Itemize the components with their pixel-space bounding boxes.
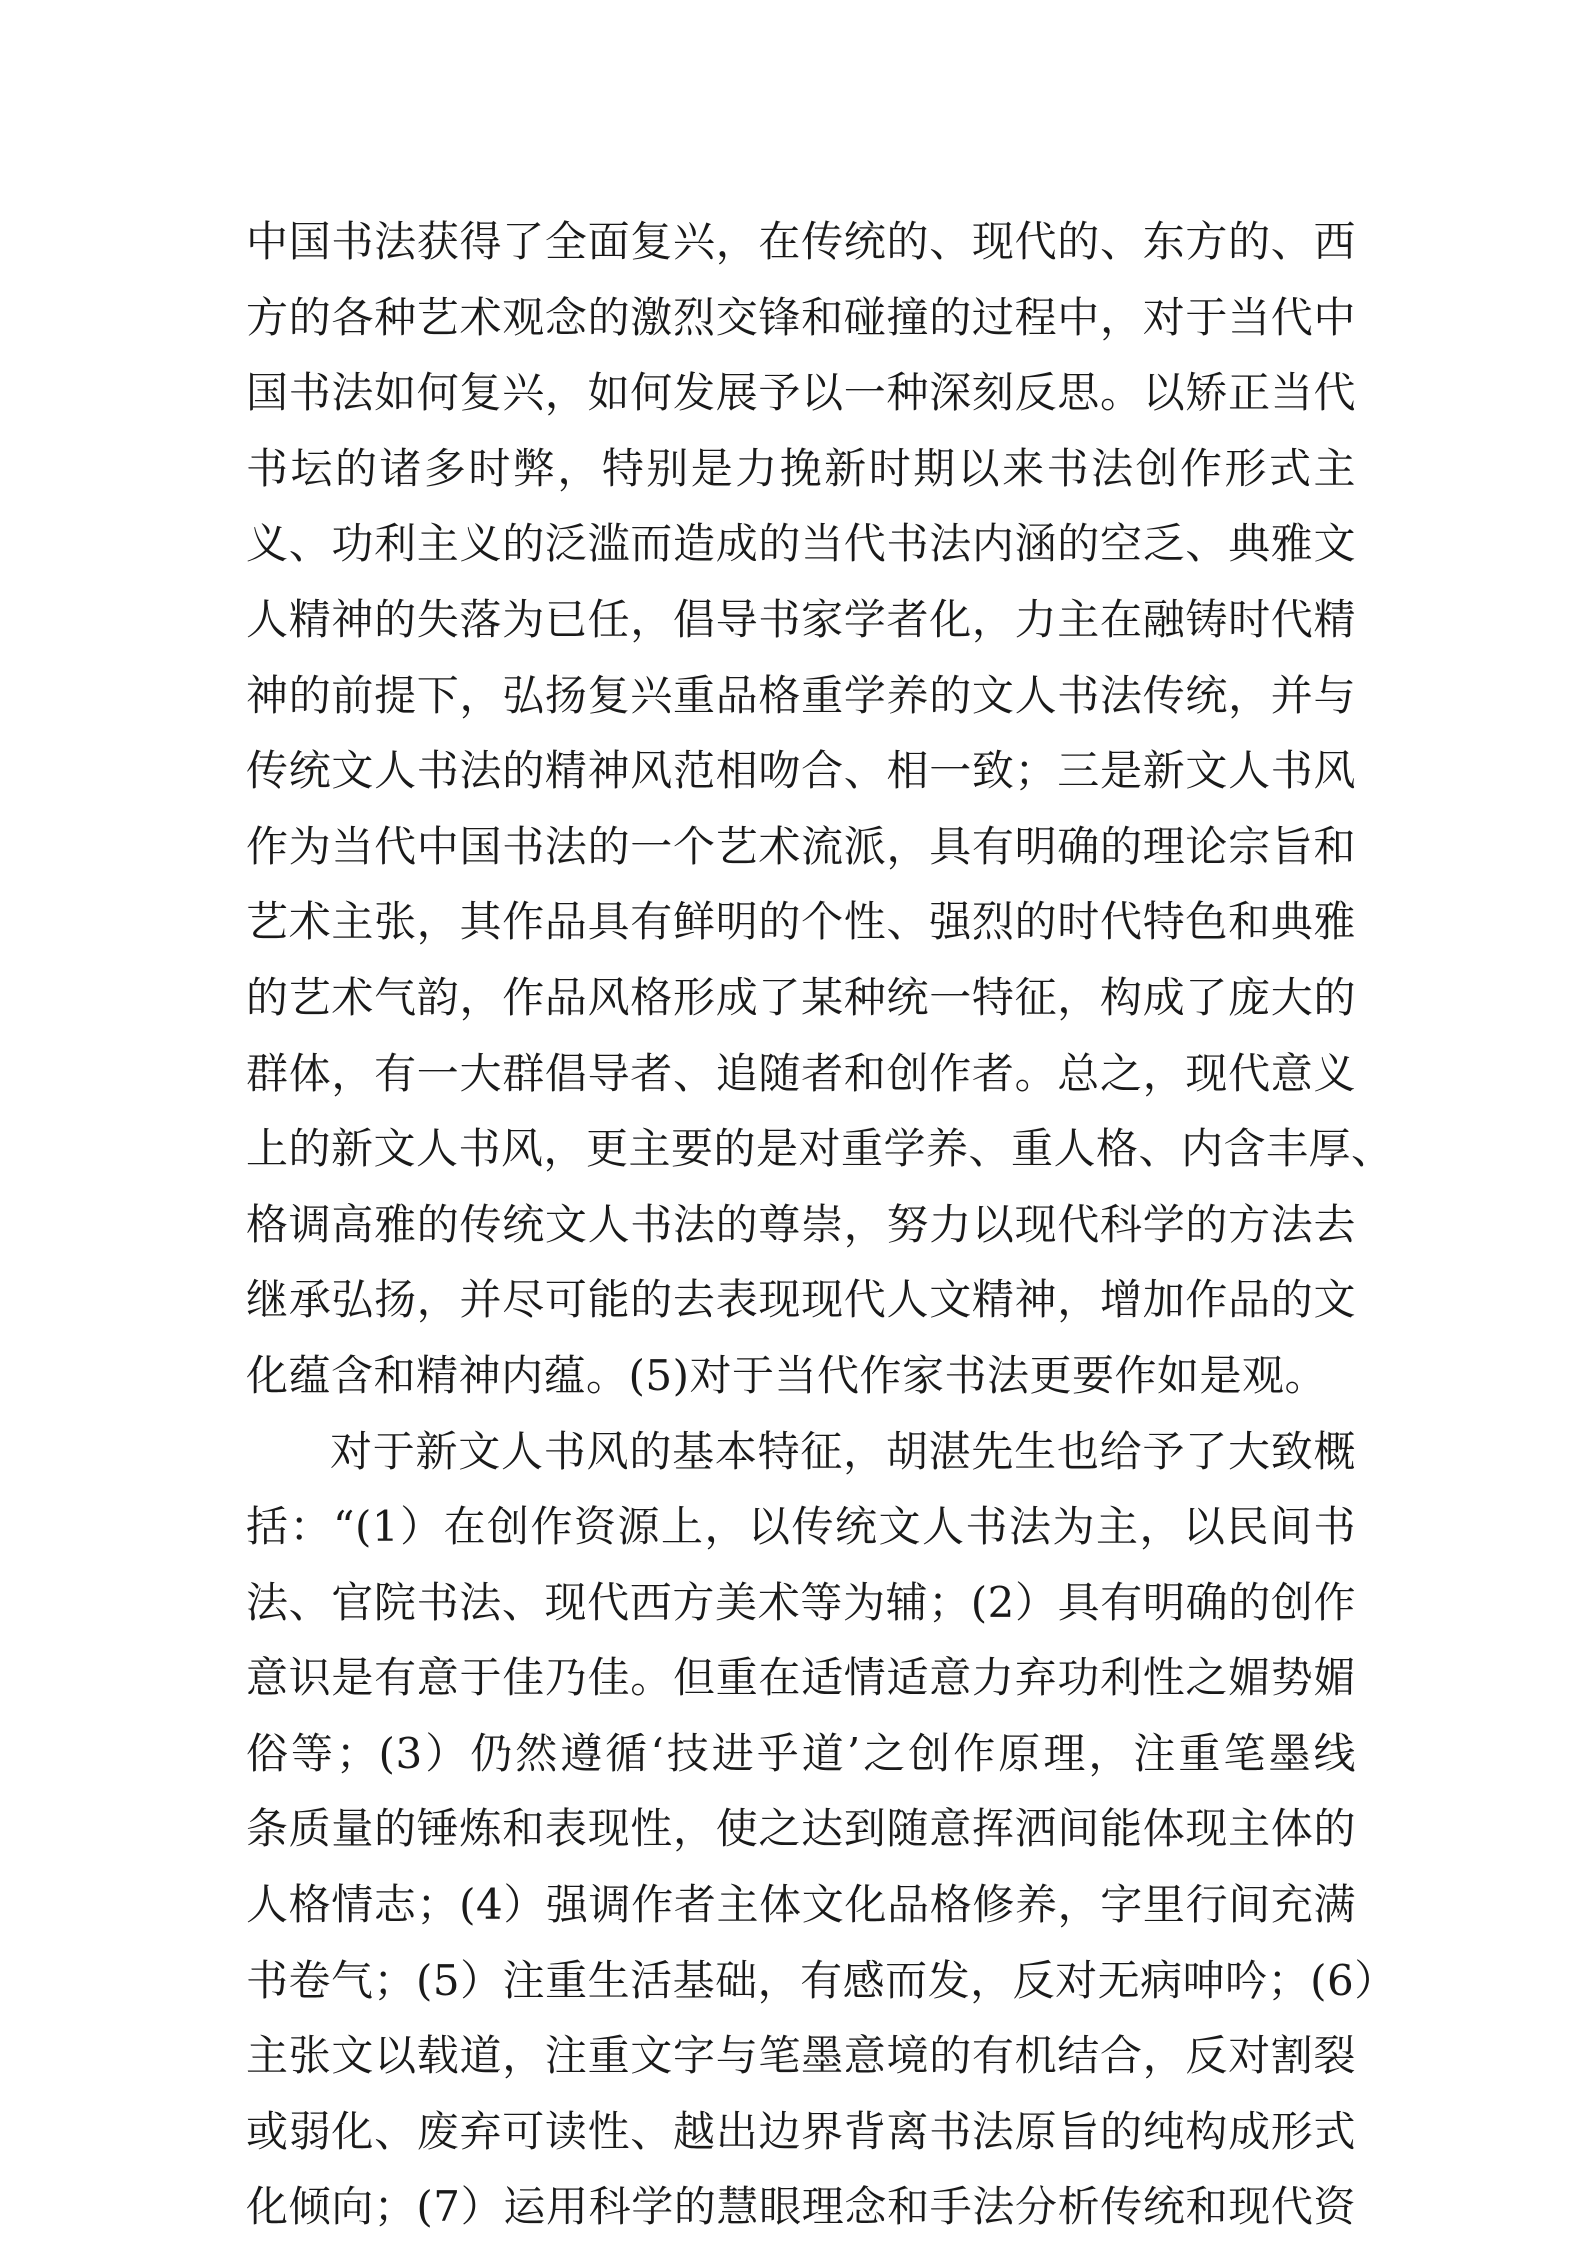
text-line: 艺术主张，其作品具有鲜明的个性、强烈的时代特色和典雅 [246, 897, 1356, 947]
text-line: 人格情志；(4）强调作者主体文化品格修养，字里行间充满 [246, 1880, 1356, 1930]
text-line: 人精神的失落为已任，倡导书家学者化，力主在融铸时代精 [246, 594, 1356, 644]
body-text [246, 204, 1397, 2245]
text-line: 群体，有一大群倡导者、追随者和创作者。总之，现代意义 [246, 1048, 1356, 1098]
text-line: 化蕴含和精神内蕴。(5)对于当代作家书法更要作如是观。 [246, 1350, 1327, 1400]
text-line: 作为当代中国书法的一个艺术流派，具有明确的理论宗旨和 [246, 821, 1356, 871]
text-line: 主张文以载道，注重文字与笔墨意境的有机结合，反对割裂 [246, 2031, 1356, 2081]
text-line: 或弱化、废弃可读性、越出边界背离书法原旨的纯构成形式 [246, 2106, 1356, 2156]
text-line: 格调高雅的传统文人书法的尊崇，努力以现代科学的方法去 [246, 1199, 1356, 1249]
text-line: 化倾向；(7）运用科学的慧眼理念和手法分析传统和现代资 [246, 2182, 1356, 2232]
paragraph-1 [246, 204, 1394, 1414]
text-line: 继承弘扬，并尽可能的去表现现代人文精神，增加作品的文 [246, 1275, 1356, 1325]
text-line: 传统文人书法的精神风范相吻合、相一致；三是新文人书风 [246, 746, 1356, 796]
text-line: 方的各种艺术观念的激烈交锋和碰撞的过程中，对于当代中 [246, 292, 1356, 342]
text-line: 对于新文人书风的基本特征，胡湛先生也给予了大致概 [330, 1426, 1356, 1476]
text-line: 条质量的锤炼和表现性，使之达到随意挥洒间能体现主体的 [246, 1804, 1356, 1854]
text-line: 俗等；(3）仍然遵循‘技进乎道’之创作原理，注重笔墨线 [246, 1728, 1356, 1778]
text-line: 书坛的诸多时弊，特别是力挽新时期以来书法创作形式主 [246, 443, 1356, 493]
text-line: 法、官院书法、现代西方美术等为辅；(2）具有明确的创作 [246, 1577, 1356, 1627]
text-line: 意识是有意于佳乃佳。但重在适情适意力弃功利性之媚势媚 [246, 1653, 1356, 1703]
text-line: 义、功利主义的泛滥而造成的当代书法内涵的空乏、典雅文 [246, 519, 1356, 569]
text-line: 国书法如何复兴，如何发展予以一种深刻反思。以矫正当代 [246, 368, 1356, 418]
text-line: 中国书法获得了全面复兴，在传统的、现代的、东方的、西 [246, 217, 1356, 266]
text-line: 的艺术气韵，作品风格形成了某种统一特征，构成了庞大的 [246, 972, 1356, 1022]
paragraph-2 [246, 1414, 1397, 2245]
text-line: 书卷气；(5）注重生活基础，有感而发，反对无病呻吟；(6） [246, 1955, 1397, 2005]
text-line: 神的前提下，弘扬复兴重品格重学养的文人书法传统，并与 [246, 670, 1356, 720]
text-line: 上的新文人书风，更主要的是对重学养、重人格、内含丰厚、 [246, 1124, 1394, 1174]
text-line: 括：“(1）在创作资源上，以传统文人书法为主，以民间书 [246, 1502, 1356, 1552]
